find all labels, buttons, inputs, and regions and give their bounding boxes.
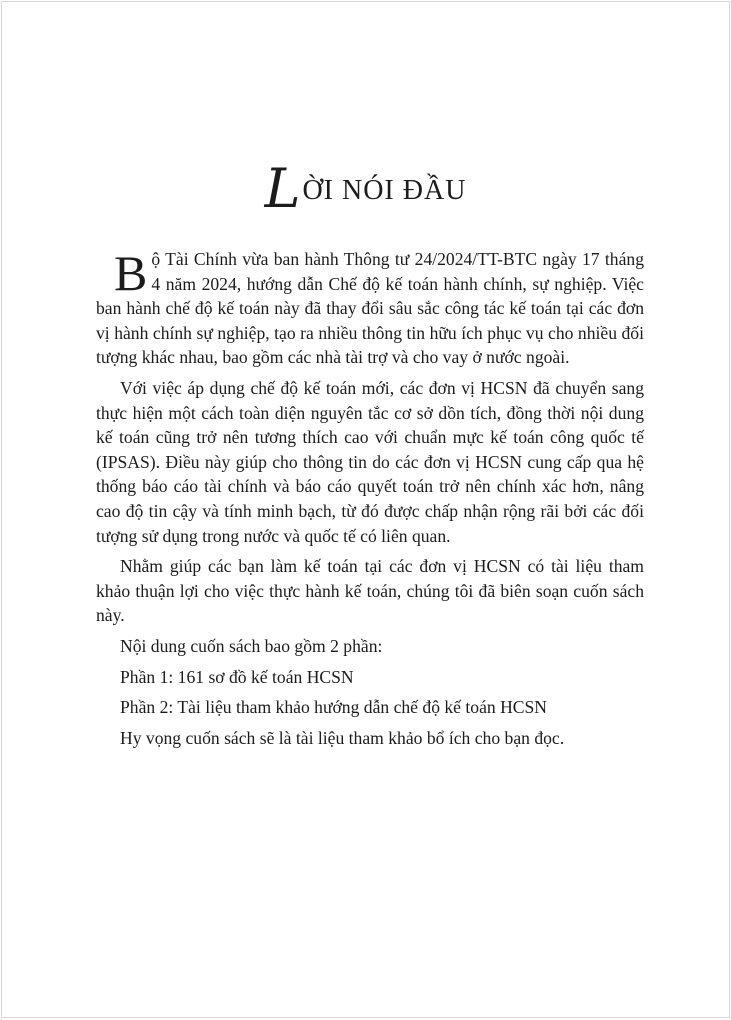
paragraph-1-text: ộ Tài Chính vừa ban hành Thông tư 24/2024/TT-BTC ngày 17 tháng 4 năm 2024, hướng dẫn Chế độ kế toán hành chính, sự nghiệp. Việc ban hành chế độ kế toán này đã thay đổi sâu sắc công tác kế toán tại các đơn vị hành chính sự nghiệp, tạo ra nhiều thông tin hữu ích phục vụ cho nhiều đối tượng khác nhau, bao gồm các nhà tài trợ và cho vay ở nước ngoài.: [96, 249, 644, 368]
title-rest: ỜI NÓI ĐẦU: [302, 175, 467, 206]
title-initial: L: [264, 157, 302, 220]
paragraph-2: Với việc áp dụng chế độ kế toán mới, các đơn vị HCSN đã chuyển sang thực hiện một cách toàn diện nguyên tắc cơ sở dồn tích, đồng thời nội dung kế toán cũng trở nên tương thích cao với chuẩn mực kế toán công quốc tế (IPSAS). Điều này giúp cho thông tin do các đơn vị HCSN cung cấp qua hệ thống báo cáo tài chính và báo cáo quyết toán trở nên chính xác hơn, nâng cao độ tin cậy và tính minh bạch, từ đó được chấp nhận rộng rãi bởi các đối tượng sử dụng trong nước và quốc tế có liên quan.: [96, 377, 644, 546]
paragraph-3: Nhằm giúp các bạn làm kế toán tại các đơn vị HCSN có tài liệu tham khảo thuận lợi cho việc thực hành kế toán, chúng tôi đã biên soạn cuốn sách này.: [96, 556, 644, 626]
paragraph-6: Phần 2: Tài liệu tham khảo hướng dẫn chế độ kế toán HCSN: [120, 697, 548, 718]
paragraph-1: [96, 247, 644, 370]
paragraph-7: Hy vọng cuốn sách sẽ là tài liệu tham khảo bổ ích cho bạn đọc.: [120, 727, 565, 748]
page-title: [2, 157, 729, 220]
document-page: [1, 1, 730, 1018]
paragraph-5: Phần 1: 161 sơ đồ kế toán HCSN: [120, 666, 354, 687]
paragraph-4: Nội dung cuốn sách bao gồm 2 phần:: [120, 635, 383, 656]
preface-body: [96, 247, 644, 756]
drop-cap: B: [114, 245, 148, 301]
